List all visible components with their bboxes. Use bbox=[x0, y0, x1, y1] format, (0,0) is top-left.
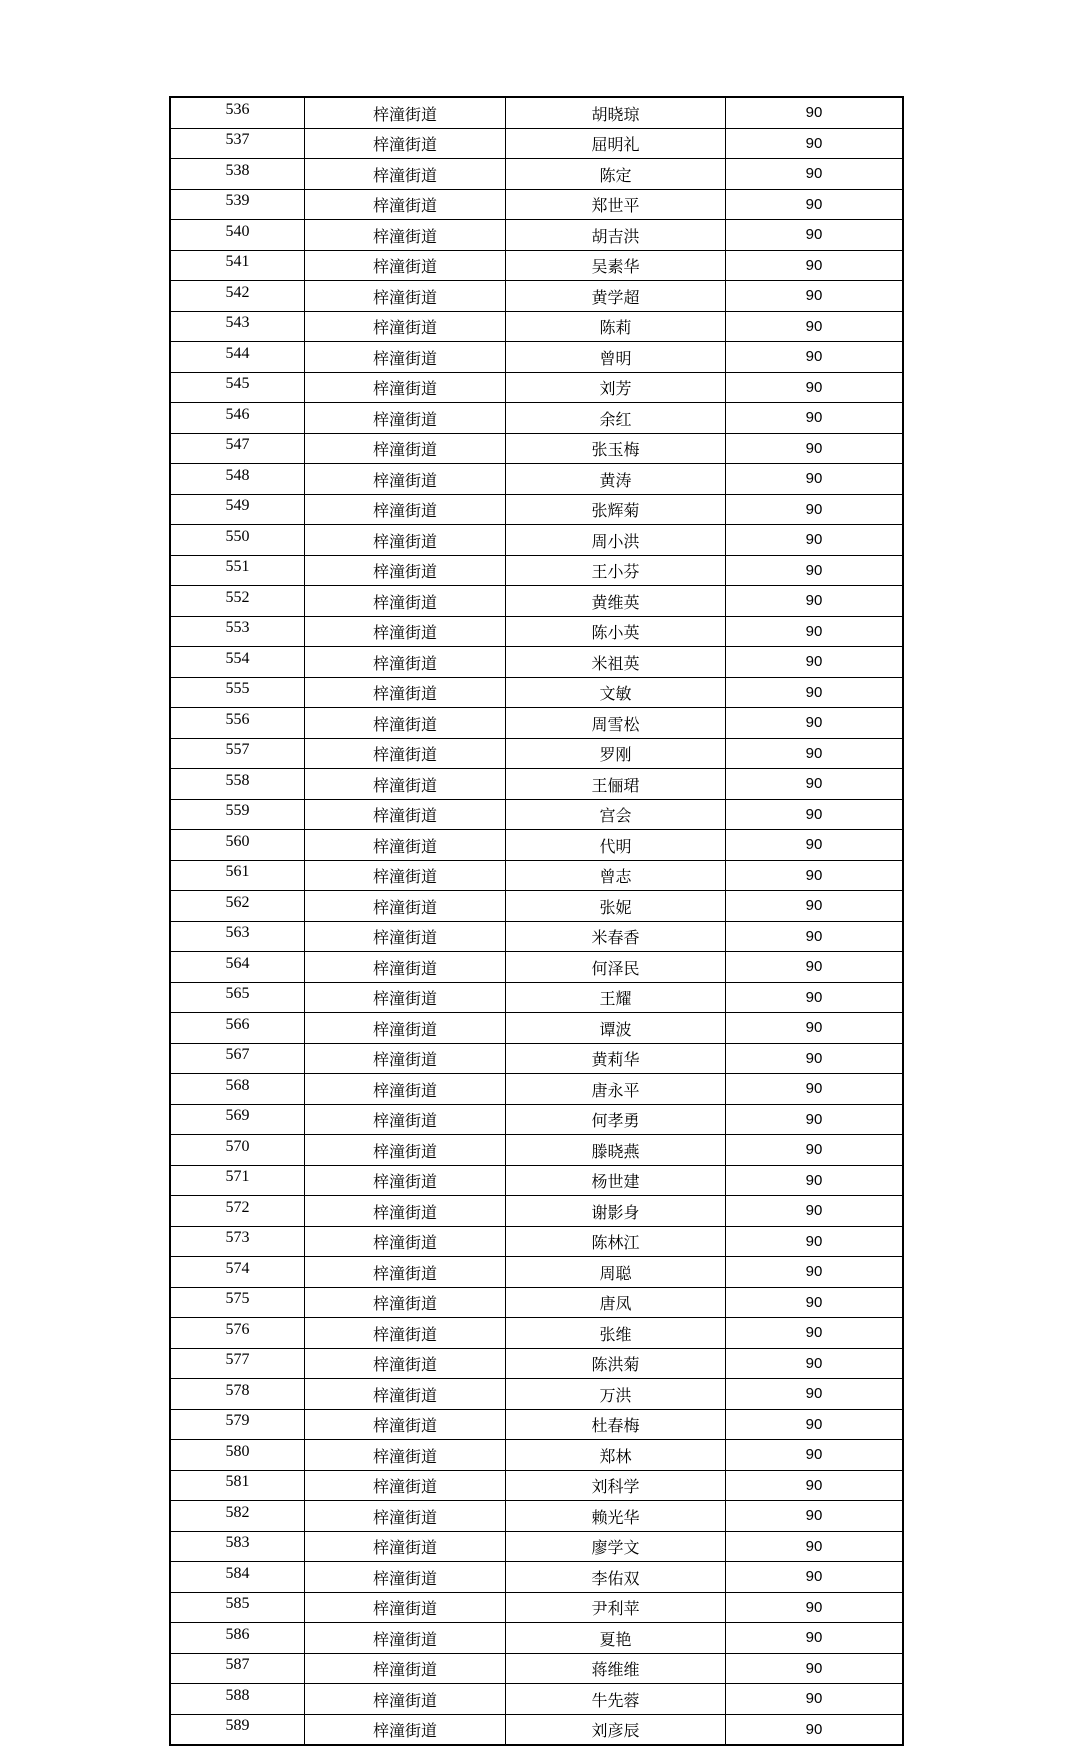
cell-number: 569 bbox=[170, 1104, 305, 1135]
cell-score: 90 bbox=[726, 342, 904, 373]
cell-score: 90 bbox=[726, 1074, 904, 1105]
cell-name: 赖光华 bbox=[506, 1501, 726, 1532]
table-row bbox=[170, 769, 903, 800]
cell-street: 梓潼街道 bbox=[305, 97, 506, 128]
cell-number: 546 bbox=[170, 403, 305, 434]
table-row bbox=[170, 342, 903, 373]
cell-score: 90 bbox=[726, 1531, 904, 1562]
cell-score: 90 bbox=[726, 494, 904, 525]
cell-score: 90 bbox=[726, 1684, 904, 1715]
cell-street: 梓潼街道 bbox=[305, 250, 506, 281]
table-row bbox=[170, 921, 903, 952]
cell-number: 547 bbox=[170, 433, 305, 464]
cell-number: 563 bbox=[170, 921, 305, 952]
cell-name: 唐凤 bbox=[506, 1287, 726, 1318]
cell-street: 梓潼街道 bbox=[305, 525, 506, 556]
table-row bbox=[170, 1623, 903, 1654]
cell-name: 谢影身 bbox=[506, 1196, 726, 1227]
cell-street: 梓潼街道 bbox=[305, 372, 506, 403]
cell-name: 余红 bbox=[506, 403, 726, 434]
cell-number: 555 bbox=[170, 677, 305, 708]
cell-number: 540 bbox=[170, 220, 305, 251]
cell-name: 张辉菊 bbox=[506, 494, 726, 525]
cell-street: 梓潼街道 bbox=[305, 586, 506, 617]
table-row bbox=[170, 1348, 903, 1379]
cell-number: 589 bbox=[170, 1714, 305, 1745]
cell-name: 胡吉洪 bbox=[506, 220, 726, 251]
table-row bbox=[170, 403, 903, 434]
cell-number: 588 bbox=[170, 1684, 305, 1715]
cell-name: 刘彦辰 bbox=[506, 1714, 726, 1745]
table-row bbox=[170, 1287, 903, 1318]
table-row bbox=[170, 1714, 903, 1745]
cell-street: 梓潼街道 bbox=[305, 1714, 506, 1745]
table-row bbox=[170, 494, 903, 525]
table-row bbox=[170, 830, 903, 861]
table-row bbox=[170, 1592, 903, 1623]
cell-number: 539 bbox=[170, 189, 305, 220]
cell-number: 538 bbox=[170, 159, 305, 190]
table-row bbox=[170, 1104, 903, 1135]
cell-name: 万洪 bbox=[506, 1379, 726, 1410]
cell-score: 90 bbox=[726, 1196, 904, 1227]
cell-score: 90 bbox=[726, 708, 904, 739]
cell-number: 578 bbox=[170, 1379, 305, 1410]
cell-name: 何泽民 bbox=[506, 952, 726, 983]
cell-name: 陈定 bbox=[506, 159, 726, 190]
cell-number: 554 bbox=[170, 647, 305, 678]
table-row bbox=[170, 616, 903, 647]
table-row bbox=[170, 189, 903, 220]
table-row bbox=[170, 708, 903, 739]
table-row bbox=[170, 1531, 903, 1562]
cell-score: 90 bbox=[726, 1348, 904, 1379]
table-row bbox=[170, 1318, 903, 1349]
cell-street: 梓潼街道 bbox=[305, 311, 506, 342]
cell-street: 梓潼街道 bbox=[305, 1592, 506, 1623]
cell-name: 陈洪菊 bbox=[506, 1348, 726, 1379]
cell-score: 90 bbox=[726, 921, 904, 952]
cell-score: 90 bbox=[726, 1013, 904, 1044]
cell-score: 90 bbox=[726, 1257, 904, 1288]
table-row bbox=[170, 1135, 903, 1166]
table-row bbox=[170, 555, 903, 586]
cell-number: 551 bbox=[170, 555, 305, 586]
cell-street: 梓潼街道 bbox=[305, 952, 506, 983]
cell-number: 553 bbox=[170, 616, 305, 647]
cell-score: 90 bbox=[726, 1653, 904, 1684]
table-row bbox=[170, 220, 903, 251]
cell-score: 90 bbox=[726, 769, 904, 800]
cell-number: 587 bbox=[170, 1653, 305, 1684]
cell-street: 梓潼街道 bbox=[305, 1531, 506, 1562]
table-row bbox=[170, 128, 903, 159]
cell-street: 梓潼街道 bbox=[305, 220, 506, 251]
cell-number: 552 bbox=[170, 586, 305, 617]
table-row bbox=[170, 738, 903, 769]
cell-score: 90 bbox=[726, 250, 904, 281]
cell-number: 543 bbox=[170, 311, 305, 342]
cell-score: 90 bbox=[726, 372, 904, 403]
cell-street: 梓潼街道 bbox=[305, 1013, 506, 1044]
cell-name: 廖学文 bbox=[506, 1531, 726, 1562]
cell-score: 90 bbox=[726, 189, 904, 220]
cell-name: 宫会 bbox=[506, 799, 726, 830]
table-row bbox=[170, 1470, 903, 1501]
cell-number: 559 bbox=[170, 799, 305, 830]
cell-number: 570 bbox=[170, 1135, 305, 1166]
cell-number: 583 bbox=[170, 1531, 305, 1562]
roster-table bbox=[169, 96, 904, 1746]
cell-score: 90 bbox=[726, 1379, 904, 1410]
cell-street: 梓潼街道 bbox=[305, 891, 506, 922]
cell-street: 梓潼街道 bbox=[305, 1562, 506, 1593]
table-row bbox=[170, 1165, 903, 1196]
cell-street: 梓潼街道 bbox=[305, 128, 506, 159]
cell-street: 梓潼街道 bbox=[305, 1043, 506, 1074]
table-row bbox=[170, 1013, 903, 1044]
table-row bbox=[170, 1257, 903, 1288]
cell-score: 90 bbox=[726, 952, 904, 983]
table-row bbox=[170, 952, 903, 983]
cell-name: 李佑双 bbox=[506, 1562, 726, 1593]
table-row bbox=[170, 281, 903, 312]
cell-number: 568 bbox=[170, 1074, 305, 1105]
cell-number: 560 bbox=[170, 830, 305, 861]
cell-name: 张维 bbox=[506, 1318, 726, 1349]
cell-name: 刘科学 bbox=[506, 1470, 726, 1501]
cell-number: 542 bbox=[170, 281, 305, 312]
cell-score: 90 bbox=[726, 1043, 904, 1074]
cell-name: 夏艳 bbox=[506, 1623, 726, 1654]
cell-score: 90 bbox=[726, 97, 904, 128]
cell-score: 90 bbox=[726, 799, 904, 830]
cell-name: 何孝勇 bbox=[506, 1104, 726, 1135]
cell-street: 梓潼街道 bbox=[305, 403, 506, 434]
cell-street: 梓潼街道 bbox=[305, 1653, 506, 1684]
cell-score: 90 bbox=[726, 647, 904, 678]
cell-street: 梓潼街道 bbox=[305, 281, 506, 312]
table-row bbox=[170, 891, 903, 922]
cell-name: 屈明礼 bbox=[506, 128, 726, 159]
cell-number: 558 bbox=[170, 769, 305, 800]
table-row bbox=[170, 982, 903, 1013]
cell-score: 90 bbox=[726, 1104, 904, 1135]
cell-name: 郑世平 bbox=[506, 189, 726, 220]
cell-score: 90 bbox=[726, 891, 904, 922]
cell-number: 561 bbox=[170, 860, 305, 891]
cell-street: 梓潼街道 bbox=[305, 555, 506, 586]
cell-street: 梓潼街道 bbox=[305, 921, 506, 952]
cell-score: 90 bbox=[726, 677, 904, 708]
cell-number: 571 bbox=[170, 1165, 305, 1196]
cell-street: 梓潼街道 bbox=[305, 1104, 506, 1135]
table-row bbox=[170, 159, 903, 190]
cell-street: 梓潼街道 bbox=[305, 1196, 506, 1227]
cell-street: 梓潼街道 bbox=[305, 433, 506, 464]
cell-number: 565 bbox=[170, 982, 305, 1013]
roster-table-body bbox=[170, 97, 903, 1745]
cell-number: 567 bbox=[170, 1043, 305, 1074]
cell-street: 梓潼街道 bbox=[305, 189, 506, 220]
cell-street: 梓潼街道 bbox=[305, 708, 506, 739]
cell-street: 梓潼街道 bbox=[305, 1409, 506, 1440]
cell-number: 562 bbox=[170, 891, 305, 922]
cell-name: 黄学超 bbox=[506, 281, 726, 312]
cell-score: 90 bbox=[726, 1470, 904, 1501]
table-row bbox=[170, 1501, 903, 1532]
cell-street: 梓潼街道 bbox=[305, 1257, 506, 1288]
cell-number: 581 bbox=[170, 1470, 305, 1501]
table-row bbox=[170, 311, 903, 342]
table-row bbox=[170, 1562, 903, 1593]
cell-street: 梓潼街道 bbox=[305, 1684, 506, 1715]
table-row bbox=[170, 1074, 903, 1105]
cell-street: 梓潼街道 bbox=[305, 1165, 506, 1196]
cell-score: 90 bbox=[726, 1714, 904, 1745]
cell-score: 90 bbox=[726, 1318, 904, 1349]
cell-score: 90 bbox=[726, 220, 904, 251]
cell-score: 90 bbox=[726, 311, 904, 342]
cell-street: 梓潼街道 bbox=[305, 1379, 506, 1410]
cell-name: 张妮 bbox=[506, 891, 726, 922]
cell-street: 梓潼街道 bbox=[305, 1074, 506, 1105]
cell-name: 胡晓琼 bbox=[506, 97, 726, 128]
cell-name: 米祖英 bbox=[506, 647, 726, 678]
cell-name: 刘芳 bbox=[506, 372, 726, 403]
cell-number: 582 bbox=[170, 1501, 305, 1532]
cell-number: 586 bbox=[170, 1623, 305, 1654]
cell-name: 陈林江 bbox=[506, 1226, 726, 1257]
cell-number: 541 bbox=[170, 250, 305, 281]
cell-street: 梓潼街道 bbox=[305, 860, 506, 891]
cell-score: 90 bbox=[726, 738, 904, 769]
table-row bbox=[170, 1409, 903, 1440]
cell-score: 90 bbox=[726, 1440, 904, 1471]
cell-number: 549 bbox=[170, 494, 305, 525]
cell-name: 文敏 bbox=[506, 677, 726, 708]
cell-name: 曾志 bbox=[506, 860, 726, 891]
cell-name: 黄维英 bbox=[506, 586, 726, 617]
cell-street: 梓潼街道 bbox=[305, 1287, 506, 1318]
cell-number: 574 bbox=[170, 1257, 305, 1288]
table-row bbox=[170, 1653, 903, 1684]
table-row bbox=[170, 433, 903, 464]
cell-name: 滕晓燕 bbox=[506, 1135, 726, 1166]
cell-street: 梓潼街道 bbox=[305, 494, 506, 525]
cell-name: 陈小英 bbox=[506, 616, 726, 647]
cell-name: 周小洪 bbox=[506, 525, 726, 556]
table-row bbox=[170, 525, 903, 556]
cell-score: 90 bbox=[726, 281, 904, 312]
cell-name: 米春香 bbox=[506, 921, 726, 952]
cell-street: 梓潼街道 bbox=[305, 464, 506, 495]
cell-street: 梓潼街道 bbox=[305, 738, 506, 769]
cell-street: 梓潼街道 bbox=[305, 769, 506, 800]
cell-street: 梓潼街道 bbox=[305, 1623, 506, 1654]
cell-number: 572 bbox=[170, 1196, 305, 1227]
cell-score: 90 bbox=[726, 525, 904, 556]
cell-number: 575 bbox=[170, 1287, 305, 1318]
table-row bbox=[170, 1196, 903, 1227]
cell-number: 556 bbox=[170, 708, 305, 739]
cell-name: 王耀 bbox=[506, 982, 726, 1013]
cell-name: 王俪珺 bbox=[506, 769, 726, 800]
cell-street: 梓潼街道 bbox=[305, 982, 506, 1013]
table-row bbox=[170, 1684, 903, 1715]
cell-name: 代明 bbox=[506, 830, 726, 861]
table-row bbox=[170, 1043, 903, 1074]
cell-score: 90 bbox=[726, 1623, 904, 1654]
table-row bbox=[170, 1440, 903, 1471]
cell-street: 梓潼街道 bbox=[305, 1348, 506, 1379]
cell-score: 90 bbox=[726, 1165, 904, 1196]
cell-score: 90 bbox=[726, 586, 904, 617]
cell-score: 90 bbox=[726, 555, 904, 586]
cell-score: 90 bbox=[726, 982, 904, 1013]
cell-number: 585 bbox=[170, 1592, 305, 1623]
cell-street: 梓潼街道 bbox=[305, 1135, 506, 1166]
table-row bbox=[170, 97, 903, 128]
cell-score: 90 bbox=[726, 830, 904, 861]
cell-score: 90 bbox=[726, 616, 904, 647]
cell-score: 90 bbox=[726, 1409, 904, 1440]
table-row bbox=[170, 1379, 903, 1410]
cell-number: 548 bbox=[170, 464, 305, 495]
table-row bbox=[170, 799, 903, 830]
table-row bbox=[170, 677, 903, 708]
cell-score: 90 bbox=[726, 1501, 904, 1532]
cell-street: 梓潼街道 bbox=[305, 616, 506, 647]
cell-name: 王小芬 bbox=[506, 555, 726, 586]
table-row bbox=[170, 1226, 903, 1257]
table-row bbox=[170, 250, 903, 281]
cell-number: 557 bbox=[170, 738, 305, 769]
table-row bbox=[170, 586, 903, 617]
cell-name: 蒋维维 bbox=[506, 1653, 726, 1684]
cell-number: 580 bbox=[170, 1440, 305, 1471]
cell-street: 梓潼街道 bbox=[305, 1226, 506, 1257]
cell-name: 牛先蓉 bbox=[506, 1684, 726, 1715]
cell-score: 90 bbox=[726, 433, 904, 464]
table-row bbox=[170, 372, 903, 403]
cell-number: 537 bbox=[170, 128, 305, 159]
cell-street: 梓潼街道 bbox=[305, 159, 506, 190]
cell-number: 545 bbox=[170, 372, 305, 403]
cell-name: 张玉梅 bbox=[506, 433, 726, 464]
cell-number: 576 bbox=[170, 1318, 305, 1349]
cell-score: 90 bbox=[726, 403, 904, 434]
cell-score: 90 bbox=[726, 860, 904, 891]
cell-street: 梓潼街道 bbox=[305, 342, 506, 373]
cell-score: 90 bbox=[726, 1226, 904, 1257]
cell-number: 536 bbox=[170, 97, 305, 128]
cell-score: 90 bbox=[726, 159, 904, 190]
cell-name: 尹利苹 bbox=[506, 1592, 726, 1623]
cell-score: 90 bbox=[726, 1592, 904, 1623]
cell-name: 周聪 bbox=[506, 1257, 726, 1288]
cell-street: 梓潼街道 bbox=[305, 830, 506, 861]
cell-name: 唐永平 bbox=[506, 1074, 726, 1105]
cell-street: 梓潼街道 bbox=[305, 1440, 506, 1471]
cell-score: 90 bbox=[726, 128, 904, 159]
cell-name: 杜春梅 bbox=[506, 1409, 726, 1440]
cell-number: 566 bbox=[170, 1013, 305, 1044]
cell-name: 黄莉华 bbox=[506, 1043, 726, 1074]
cell-name: 谭波 bbox=[506, 1013, 726, 1044]
cell-name: 陈莉 bbox=[506, 311, 726, 342]
cell-street: 梓潼街道 bbox=[305, 799, 506, 830]
cell-number: 573 bbox=[170, 1226, 305, 1257]
cell-number: 577 bbox=[170, 1348, 305, 1379]
cell-name: 吴素华 bbox=[506, 250, 726, 281]
cell-street: 梓潼街道 bbox=[305, 1501, 506, 1532]
cell-number: 579 bbox=[170, 1409, 305, 1440]
cell-street: 梓潼街道 bbox=[305, 647, 506, 678]
cell-score: 90 bbox=[726, 464, 904, 495]
cell-street: 梓潼街道 bbox=[305, 1470, 506, 1501]
cell-street: 梓潼街道 bbox=[305, 677, 506, 708]
cell-number: 564 bbox=[170, 952, 305, 983]
cell-score: 90 bbox=[726, 1135, 904, 1166]
cell-number: 544 bbox=[170, 342, 305, 373]
cell-name: 郑林 bbox=[506, 1440, 726, 1471]
cell-name: 曾明 bbox=[506, 342, 726, 373]
cell-number: 550 bbox=[170, 525, 305, 556]
table-row bbox=[170, 860, 903, 891]
cell-name: 杨世建 bbox=[506, 1165, 726, 1196]
cell-score: 90 bbox=[726, 1287, 904, 1318]
table-row bbox=[170, 464, 903, 495]
cell-score: 90 bbox=[726, 1562, 904, 1593]
table-row bbox=[170, 647, 903, 678]
cell-number: 584 bbox=[170, 1562, 305, 1593]
cell-name: 罗刚 bbox=[506, 738, 726, 769]
cell-street: 梓潼街道 bbox=[305, 1318, 506, 1349]
cell-name: 周雪松 bbox=[506, 708, 726, 739]
cell-name: 黄涛 bbox=[506, 464, 726, 495]
